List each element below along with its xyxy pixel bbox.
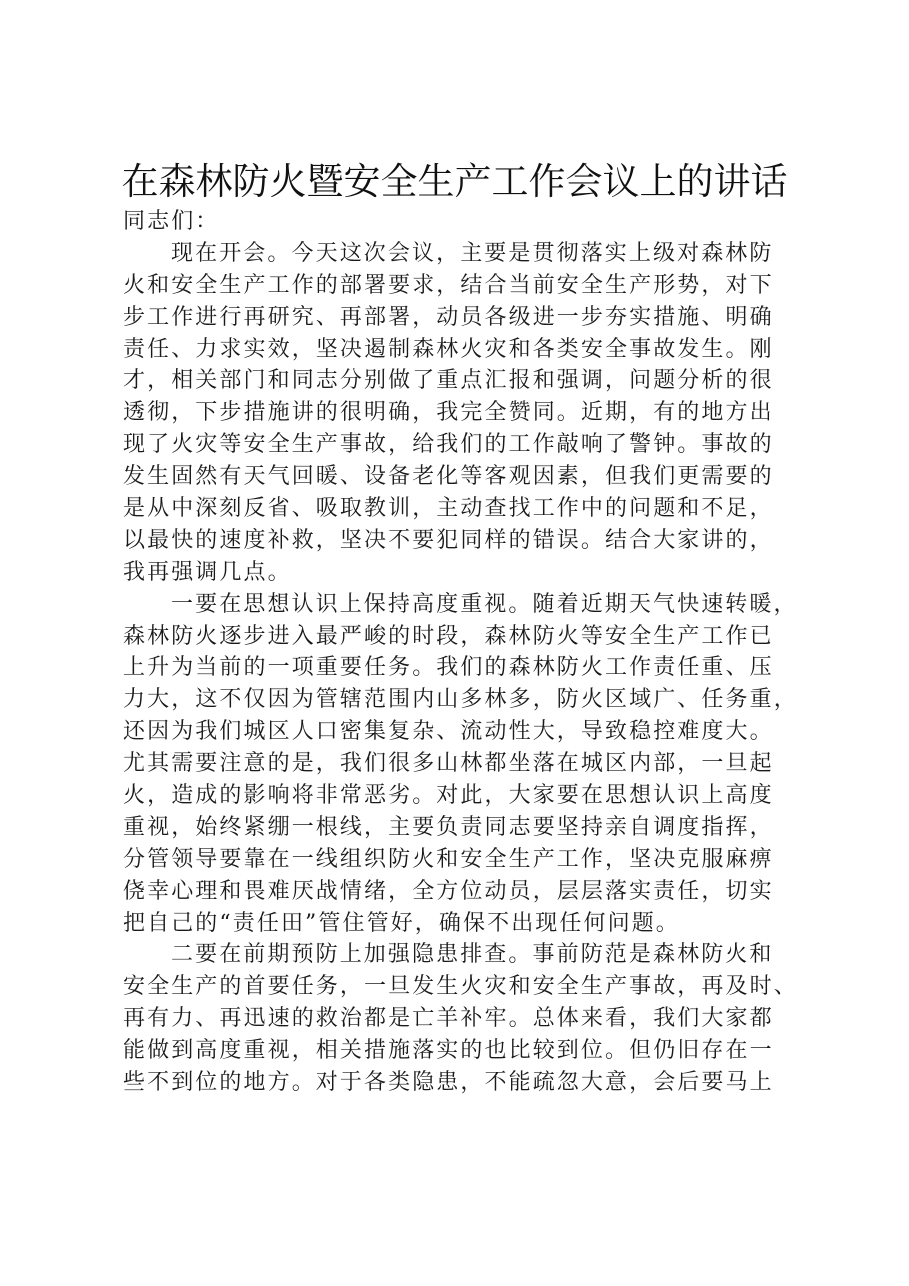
text-line: 现在开会。今天这次会议，主要是贯彻落实上级对森林防	[171, 240, 774, 266]
text-line: 把自己的“责任田”管住管好，确保不出现任何问题。	[123, 910, 680, 936]
text-line: 二要在前期预防上加强隐患排查。事前防范是森林防火和	[171, 942, 774, 968]
text-line: 火和安全生产工作的部署要求，结合当前安全生产形势，对下	[123, 272, 774, 298]
text-line: 力大，这不仅因为管辖范围内山多林多，防火区域广、任务重，	[123, 687, 798, 713]
salutation: 同志们：	[123, 209, 220, 234]
text-line: 我再强调几点。	[123, 559, 292, 585]
text-line: 上升为当前的一项重要任务。我们的森林防火工作责任重、压	[123, 655, 774, 681]
document-body	[123, 206, 803, 1099]
text-line: 一要在思想认识上保持高度重视。随着近期天气快速转暖，	[171, 591, 798, 617]
text-line: 责任、力求实效，坚决遏制森林火灾和各类安全事故发生。刚	[123, 336, 774, 362]
text-line: 再有力、再迅速的救治都是亡羊补牢。总体来看，我们大家都	[123, 1006, 774, 1032]
text-line: 安全生产的首要任务，一旦发生火灾和安全生产事故，再及时、	[123, 974, 798, 1000]
text-line: 现了火灾等安全生产事故，给我们的工作敲响了警钟。事故的	[123, 432, 774, 458]
text-line: 才，相关部门和同志分别做了重点汇报和强调，问题分析的很	[123, 368, 774, 394]
text-line: 是从中深刻反省、吸取教训，主动查找工作中的问题和不足，	[123, 496, 774, 522]
text-line: 以最快的速度补救，坚决不要犯同样的错误。结合大家讲的，	[123, 527, 774, 553]
text-line: 森林防火逐步进入最严峻的时段，森林防火等安全生产工作已	[123, 623, 774, 649]
text-line: 些不到位的地方。对于各类隐患，不能疏忽大意，会后要马上	[123, 1070, 774, 1096]
page-title: 在森林防火暨安全生产工作会议上的讲话	[121, 160, 788, 203]
text-line: 能做到高度重视，相关措施落实的也比较到位。但仍旧存在一	[123, 1038, 774, 1064]
text-line: 侥幸心理和畏难厌战情绪，全方位动员，层层落实责任，切实	[123, 878, 774, 904]
text-line: 发生固然有天气回暖、设备老化等客观因素，但我们更需要的	[123, 464, 774, 490]
text-line: 重视，始终紧绷一根线，主要负责同志要坚持亲自调度指挥，	[123, 814, 774, 840]
text-line: 火，造成的影响将非常恶劣。对此，大家要在思想认识上高度	[123, 783, 774, 809]
text-line: 尤其需要注意的是，我们很多山林都坐落在城区内部，一旦起	[123, 751, 774, 777]
text-line: 分管领导要靠在一线组织防火和安全生产工作，坚决克服麻痹	[123, 846, 774, 872]
text-line: 步工作进行再研究、再部署，动员各级进一步夯实措施、明确	[123, 304, 774, 330]
text-line: 透彻，下步措施讲的很明确，我完全赞同。近期，有的地方出	[123, 400, 774, 426]
text-line: 还因为我们城区人口密集复杂、流动性大，导致稳控难度大。	[123, 719, 774, 745]
